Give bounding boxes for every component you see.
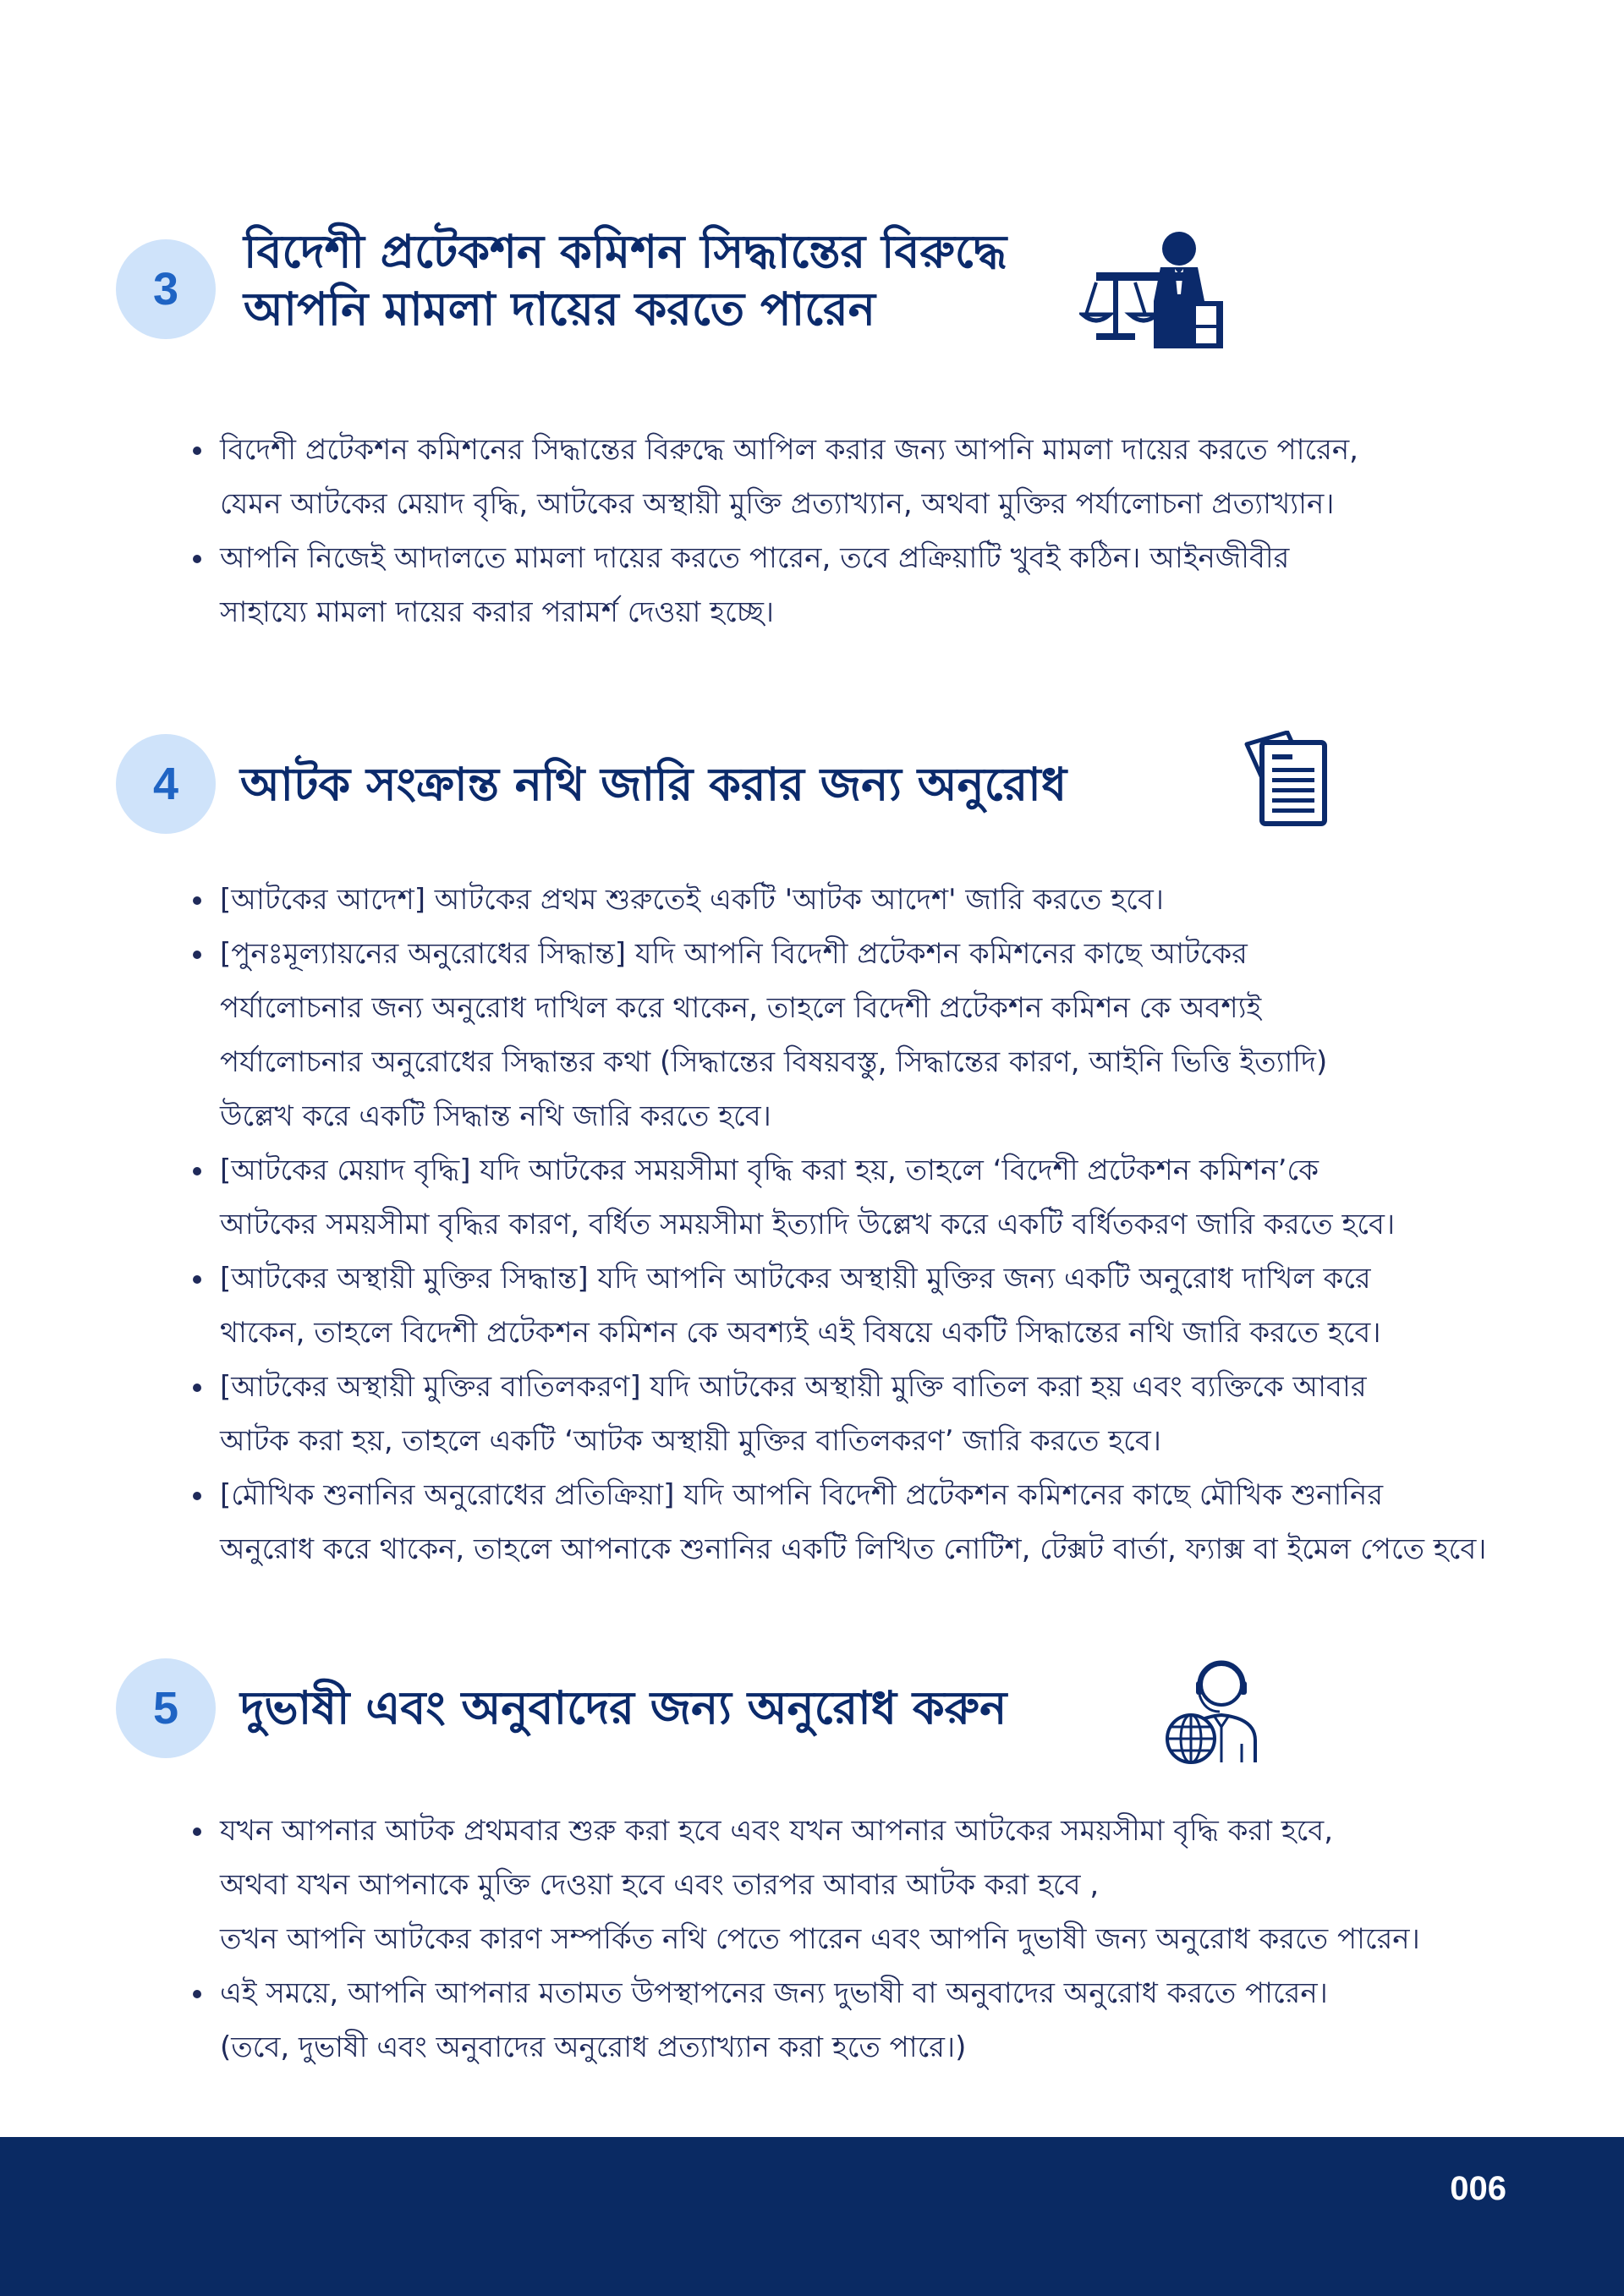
list-item: [193, 1966, 1420, 2074]
list-item: [193, 531, 1358, 639]
list-item: [193, 1804, 1420, 1966]
heading-line: বিদেশী প্রটেকশন কমিশন সিদ্ধান্তের বিরুদ্ধে: [244, 225, 1007, 278]
list-item-line: [মৌখিক শুনানির অনুরোধের প্রতিক্রিয়া] যদি আপনি বিদেশী প্রটেকশন কমিশনের কাছে মৌখিক শুনানির: [220, 1478, 1384, 1512]
interpreter-headset-globe-icon: [1164, 1656, 1262, 1764]
page-number: 006: [1450, 2170, 1506, 2207]
list-item-line: আটকের সময়সীমা বৃদ্ধির কারণ, বর্ধিত সময়সীমা ইত্যাদি উল্লেখ করে একটি বর্ধিতকরণ জারি করতে হবে।: [220, 1208, 1396, 1241]
list-item: [193, 927, 1486, 1143]
list-item-line: যেমন আটকের মেয়াদ বৃদ্ধি, আটকের অস্থায়ী মুক্তি প্রত্যাখ্যান, অথবা মুক্তির পর্যালোচনা প্রত্যাখ্যান।: [220, 487, 1335, 521]
list-item-line: আপনি নিজেই আদালতে মামলা দায়ের করতে পারেন, তবে প্রক্রিয়াটি খুবই কঠিন। আইনজীবীর: [220, 541, 1290, 575]
list-item-line: [আটকের মেয়াদ বৃদ্ধি] যদি আটকের সময়সীমা বৃদ্ধি করা হয়, তাহলে ‘বিদেশী প্রটেকশন কমিশন’কে: [220, 1153, 1320, 1187]
list-item-line: যখন আপনার আটক প্রথমবার শুরু করা হবে এবং যখন আপনার আটকের সময়সীমা বৃদ্ধি করা হবে,: [220, 1814, 1334, 1848]
list-item-line: [আটকের অস্থায়ী মুক্তির সিদ্ধান্ত] যদি আপনি আটকের অস্থায়ী মুক্তির জন্য একটি অনুরোধ দাখিল করে: [220, 1262, 1371, 1296]
list-item: [193, 873, 1486, 927]
section-heading: [244, 223, 1007, 338]
list-item-line: [পুনঃমূল্যায়নের অনুরোধের সিদ্ধান্ত] যদি আপনি বিদেশী প্রটেকশন কমিশনের কাছে আটকের: [220, 937, 1248, 971]
list-item-line: অথবা যখন আপনাকে মুক্তি দেওয়া হবে এবং তারপর আবার আটক করা হবে ,: [220, 1868, 1100, 1902]
list-item-line: [আটকের আদেশ] আটকের প্রথম শুরুতেই একটি 'আটক আদেশ' জারি করতে হবে।: [220, 883, 1164, 917]
section-heading: [240, 1680, 1007, 1737]
footer-bar: [0, 2137, 1624, 2296]
heading-line: আটক সংক্রান্ত নথি জারি করার জন্য অনুরোধ: [240, 758, 1067, 811]
list-item-line: সাহায্যে মামলা দায়ের করার পরামর্শ দেওয়া হচ্ছে।: [220, 595, 775, 629]
bullet-list: [193, 1804, 1420, 2074]
list-item-line: বিদেশী প্রটেকশন কমিশনের সিদ্ধান্তের বিরুদ্ধে আপিল করার জন্য আপনি মামলা দায়ের করতে পারেন,: [220, 433, 1358, 467]
heading-line: দুভাষী এবং অনুবাদের জন্য অনুরোধ করুন: [240, 1681, 1007, 1734]
section-number-badge: 3: [116, 239, 216, 339]
list-item-line: (তবে, দুভাষী এবং অনুবাদের অনুরোধ প্রত্যাখ্যান করা হতে পারে।): [220, 2030, 967, 2064]
list-item-line: আটক করা হয়, তাহলে একটি ‘আটক অস্থায়ী মুক্তির বাতিলকরণ’ জারি করতে হবে।: [220, 1424, 1161, 1458]
judge-scales-icon: [1079, 228, 1237, 352]
document-icon: [1240, 731, 1336, 829]
list-item: [193, 1252, 1486, 1360]
bullet-list: [193, 423, 1358, 639]
list-item: [193, 1360, 1486, 1468]
list-item: [193, 1468, 1486, 1576]
section-number-badge: 5: [116, 1658, 216, 1758]
heading-line: আপনি মামলা দায়ের করতে পারেন: [244, 282, 875, 336]
list-item-line: পর্যালোচনার জন্য অনুরোধ দাখিল করে থাকেন, তাহলে বিদেশী প্রটেকশন কমিশন কে অবশ্যই: [220, 991, 1262, 1025]
list-item: [193, 423, 1358, 531]
list-item-line: তখন আপনি আটকের কারণ সম্পর্কিত নথি পেতে পারেন এবং আপনি দুভাষী জন্য অনুরোধ করতে পারেন।: [220, 1922, 1420, 1956]
list-item-line: [আটকের অস্থায়ী মুক্তির বাতিলকরণ] যদি আটকের অস্থায়ী মুক্তি বাতিল করা হয় এবং ব্যক্তিকে আবার: [220, 1370, 1367, 1404]
list-item-line: এই সময়ে, আপনি আপনার মতামত উপস্থাপনের জন্য দুভাষী বা অনুবাদের অনুরোধ করতে পারেন।: [220, 1976, 1328, 2010]
list-item-line: অনুরোধ করে থাকেন, তাহলে আপনাকে শুনানির একটি লিখিত নোটিশ, টেক্সট বার্তা, ফ্যাক্স বা ইমেল পেতে হবে।: [220, 1532, 1487, 1566]
list-item-line: থাকেন, তাহলে বিদেশী প্রটেকশন কমিশন কে অবশ্যই এই বিষয়ে একটি সিদ্ধান্তের নথি জারি করতে হবে।: [220, 1316, 1381, 1350]
section-number-badge: 4: [116, 734, 216, 834]
section-heading: [240, 756, 1067, 814]
list-item-line: উল্লেখ করে একটি সিদ্ধান্ত নথি জারি করতে হবে।: [220, 1099, 771, 1133]
list-item-line: পর্যালোচনার অনুরোধের সিদ্ধান্তর কথা (সিদ্ধান্তের বিষয়বস্তু, সিদ্ধান্তের কারণ, আইনি ভিত্তি ইত্যাদি): [220, 1045, 1328, 1079]
bullet-list: [193, 873, 1486, 1576]
list-item: [193, 1143, 1486, 1252]
